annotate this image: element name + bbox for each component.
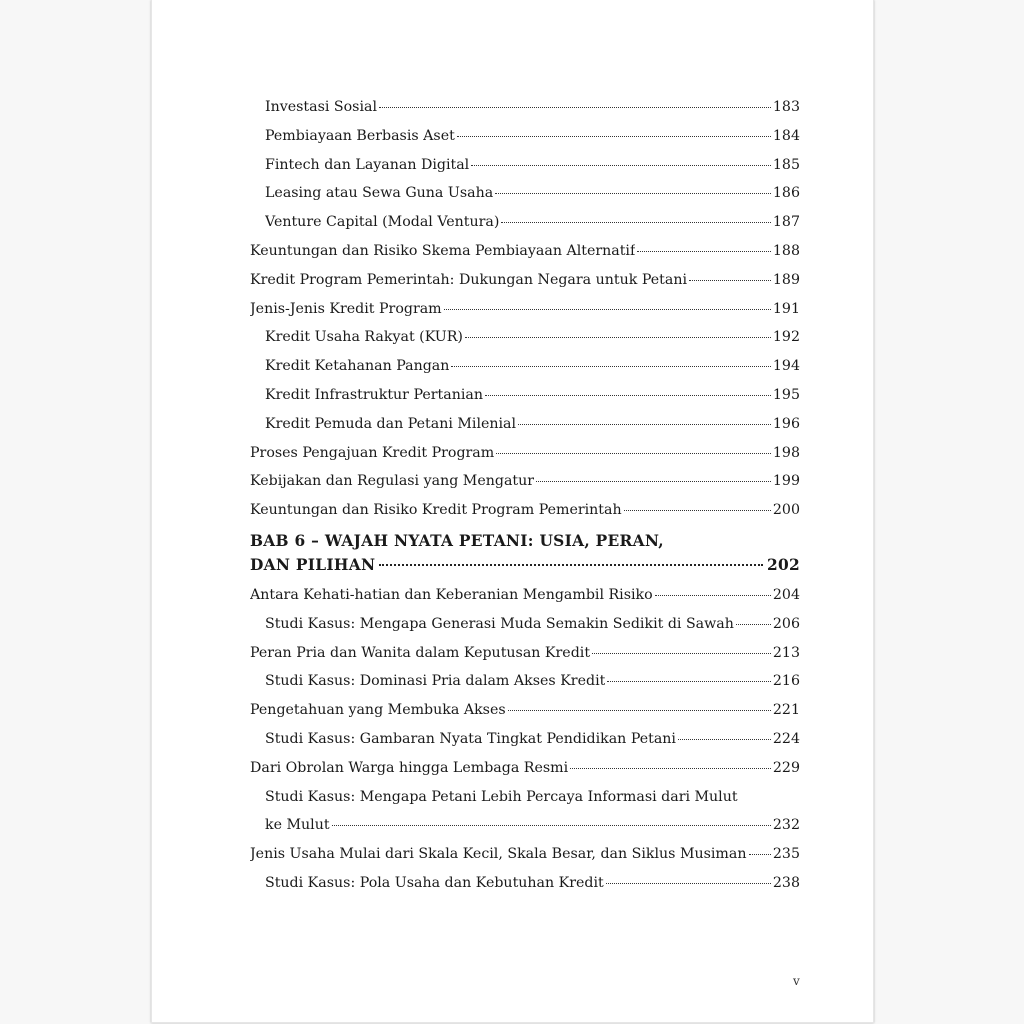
toc-entry [250,754,800,783]
toc-entry-title: Fintech dan Layanan Digital [265,156,470,173]
toc-entry-title: Peran Pria dan Wanita dalam Keputusan Kredit [250,644,591,661]
toc-subentry [250,352,800,381]
dot-leader [624,509,771,511]
dot-leader [495,192,771,194]
chapter-page-number: 202 [766,555,800,574]
toc-entry-title: Kredit Program Pemerintah: Dukungan Negara untuk Petani [250,271,687,288]
toc-entry-page-number: 195 [772,386,800,403]
toc-entry-title: Studi Kasus: Gambaran Nyata Tingkat Pendidikan Petani [265,730,676,747]
toc-entry-page-number: 221 [772,702,800,719]
dot-leader [465,336,771,338]
toc-entry-title: Leasing atau Sewa Guna Usaha [265,185,494,202]
toc-entry-title: Jenis Usaha Mulai dari Skala Kecil, Skala Besar, dan Siklus Musiman [250,846,747,863]
toc-entry-page-number: 235 [772,846,800,863]
toc-entry-page-number: 192 [772,329,800,346]
book-page [151,0,874,1023]
dot-leader [508,709,771,711]
toc-subentry [250,610,800,639]
toc-group-2 [250,581,800,783]
toc-group-3 [250,840,800,898]
toc-subentry [250,93,800,122]
toc-entry [250,840,800,869]
toc-entry-title: Pembiayaan Berbasis Aset [265,127,455,144]
dot-leader [471,164,771,166]
toc-entry-page-number: 189 [772,271,800,288]
dot-leader [379,563,763,566]
toc-entry-page-number: 187 [772,214,800,231]
toc-entry-page-number: 216 [772,673,800,690]
toc-entry-page-number: 229 [772,759,800,776]
toc-entry-page-number: 238 [772,874,800,891]
toc-entry-title: Kredit Pemuda dan Petani Milenial [265,415,517,432]
toc-entry-title: Dari Obrolan Warga hingga Lembaga Resmi [250,759,569,776]
toc-entry-page-number: 184 [772,127,800,144]
dot-leader [485,394,771,396]
toc-subentry [250,208,800,237]
chapter-title-line-1: BAB 6 – WAJAH NYATA PETANI: USIA, PERAN, [250,531,664,550]
toc-entry-title: Pengetahuan yang Membuka Akses [250,702,506,719]
dot-leader [536,480,771,482]
toc-entry-page-number: 191 [772,300,800,317]
dot-leader [689,279,771,281]
dot-leader [606,882,771,884]
page-number-roman: v [793,974,800,988]
toc-entry-title: Keuntungan dan Risiko Kredit Program Pemerintah [250,502,622,519]
toc-entry-title: Venture Capital (Modal Ventura) [265,214,500,231]
toc-entry-page-number: 198 [772,444,800,461]
toc-entry-title: Jenis-Jenis Kredit Program [250,300,442,317]
toc-entry [250,266,800,295]
toc-entry-page-number: 183 [772,99,800,115]
toc-subentry [250,179,800,208]
toc-entry-page-number: 194 [772,358,800,375]
toc-entry [250,639,800,668]
toc-subentry [250,381,800,410]
toc-subentry [250,122,800,151]
toc-entry-title: Kredit Infrastruktur Pertanian [265,386,483,403]
dot-leader [570,767,771,769]
toc-entry-page-number: 224 [772,730,800,747]
toc-subentry [250,151,800,180]
toc-entry-page-number: 232 [772,817,800,834]
toc-entry [250,696,800,725]
toc-entry [250,237,800,266]
toc-entry-title-line-2: ke Mulut [265,817,330,834]
toc-entry-page-number: 200 [772,502,800,519]
dot-leader [736,623,771,625]
toc-subentry [250,410,800,439]
toc-entry [250,467,800,496]
dot-leader [444,308,771,310]
dot-leader [592,652,771,654]
toc-entry-page-number: 186 [772,185,800,202]
dot-leader [678,738,771,740]
dot-leader [607,680,771,682]
dot-leader [655,594,771,596]
toc-subentry [250,869,800,898]
dot-leader [637,250,771,252]
toc-entry-title: Investasi Sosial [265,99,377,115]
toc-entry-title: Keuntungan dan Risiko Skema Pembiayaan Alternatif [250,242,636,259]
dot-leader [496,452,771,454]
dot-leader [518,423,771,425]
toc-entry-wrapped [250,783,800,841]
toc-entry-title: Studi Kasus: Mengapa Generasi Muda Semakin Sedikit di Sawah [265,615,734,632]
dot-leader [457,135,771,137]
toc-entry [250,581,800,610]
toc-entry-title: Kredit Ketahanan Pangan [265,358,450,375]
toc-entry-page-number: 206 [772,615,800,632]
toc-entry [250,496,800,525]
toc-entry-page-number: 185 [772,156,800,173]
toc-entry-title: Proses Pengajuan Kredit Program [250,444,495,461]
toc-entry-page-number: 188 [772,242,800,259]
dot-leader [501,221,770,223]
dot-leader [451,365,771,367]
toc-entry-title: Kebijakan dan Regulasi yang Mengatur [250,473,535,490]
toc-entry-title: Kredit Usaha Rakyat (KUR) [265,329,463,346]
toc-subentry [250,667,800,696]
dot-leader [749,853,771,855]
chapter-title-line-2-row [250,553,800,577]
toc-group-1 [250,93,800,525]
dot-leader [379,106,771,108]
toc-entry-title-line-1: Studi Kasus: Mengapa Petani Lebih Percaya Informasi dari Mulut [265,788,738,805]
toc-entry-title: Antara Kehati-hatian dan Keberanian Mengambil Risiko [250,586,653,603]
toc-entry-page-number: 204 [772,586,800,603]
toc-subentry [250,725,800,754]
toc-entry-title: Studi Kasus: Pola Usaha dan Kebutuhan Kredit [265,874,604,891]
toc-entry-page-number: 196 [772,415,800,432]
table-of-contents [250,93,800,898]
toc-chapter-heading [250,525,800,581]
toc-entry-title: Studi Kasus: Dominasi Pria dalam Akses Kredit [265,673,606,690]
dot-leader [332,824,771,826]
toc-entry-line-2-row [265,811,800,840]
toc-entry-page-number: 199 [772,473,800,490]
toc-entry [250,295,800,324]
toc-entry-page-number: 213 [772,644,800,661]
chapter-title-line-2: DAN PILIHAN [250,555,376,574]
toc-subentry [250,323,800,352]
toc-entry [250,439,800,468]
